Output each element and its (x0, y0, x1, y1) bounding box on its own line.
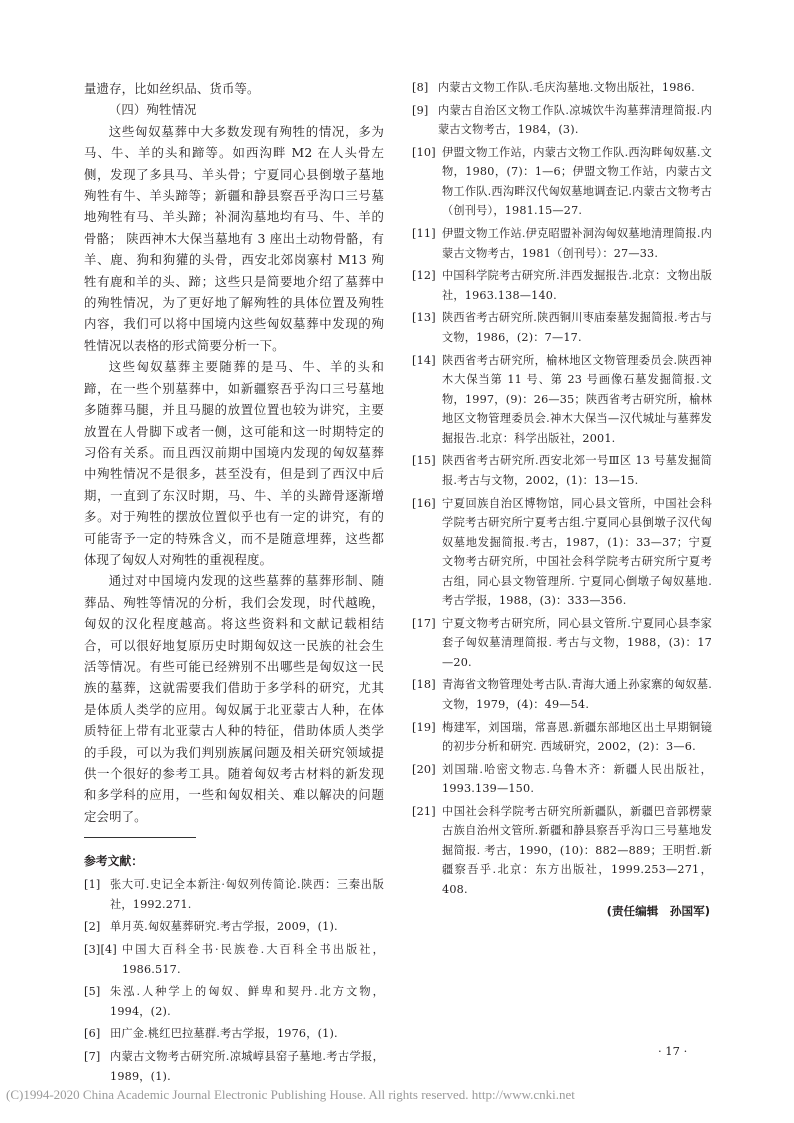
reference-item: [21] 中国社会科学院考古研究所新疆队，新疆巴音郭楞蒙古族自治州文管所.新疆和静县察吾乎沟口三号墓地发掘简报. 考古，1990，(10)：882—889；王明哲.新疆察吾乎.北京：东方出版社，1999.253—271，408. (412, 804, 712, 896)
references-heading: 参考文献： (84, 854, 143, 869)
body-paragraph: 通过对中国境内发现的这些墓葬的墓葬形制、随葬品、殉牲等情况的分析，我们会发现，时代越晚，匈奴的汉化程度越高。将这些资料和文献记载相结合，可以很好地复原历史时期匈奴这一民族的社会生活等情况。有些可能已经辨别不出哪些是匈奴这一民族的墓葬，这就需要我们借助于多学科的研究，尤其是体质人类学的应用。匈奴属于北亚蒙古人种，在体质特征上带有北亚蒙古人种的特征，借助体质人类学的手段，可以为我们判别族属问题及相关研究领域提供一个很好的参考工具。随着匈奴考古材料的新发现和多学科的应用，一些和匈奴相关、难以解决的问题定会明了。 (84, 573, 384, 824)
reference-item: [9] 内蒙古自治区文物工作队.凉城饮牛沟墓葬清理简报.内蒙古文物考古，1984，(3). (412, 103, 712, 137)
reference-item: [19] 梅建军，刘国瑞，常喜恩.新疆东部地区出土早期铜镜的初步分析和研究. 西域研究，2002，(2)：3—6. (412, 720, 712, 754)
body-paragraph: 这些匈奴墓葬主要随葬的是马、牛、羊的头和蹄，在一些个别墓葬中，如新疆察吾乎沟口三号墓地多随葬马腿，并且马腿的放置位置也较为讲究，主要放置在人骨脚下或者一侧，这可能和这一时期特定的习俗有关系。而且西汉前期中国境内发现的匈奴墓葬中殉牲情况不是很多，甚至没有，但是到了西汉中后期，一直到了东汉时期，马、牛、羊的头蹄骨逐渐增多。对于殉牲的摆放位置似乎也有一定的讲究，有的可能寄予一定的特殊含义，而不是随意埋葬，这些都体现了匈奴人对殉牲的重视程度。 (84, 359, 384, 567)
reference-item: [18] 青海省文物管理处考古队.青海大通上孙家寨的匈奴墓.文物，1979，(4)：49—54. (412, 678, 712, 711)
reference-item: [8] 内蒙古文物工作队.毛庆沟墓地.文物出版社，1986. (412, 81, 695, 94)
right-column (412, 78, 712, 919)
responsible-editor: (责任编辑 孙国军) (606, 904, 710, 919)
reference-item: [20] 刘国瑞.哈密文物志.乌鲁木齐：新疆人民出版社，1993.139—150. (412, 762, 712, 796)
reference-item: [1] 张大可.史记全本新注·匈奴列传简论.陕西：三秦出版社，1992.271. (84, 878, 384, 911)
reference-item: [14] 陕西省考古研究所，榆林地区文物管理委员会.陕西神木大保当第 11 号、第 23 号画像石墓发掘简报.文物，1997，(9)：26—35；陕西省考古研究所，榆林地区文物管理委员会.神木大保当—汉代城址与墓葬发掘报告.北京：科学出版社，2001. (412, 353, 712, 445)
reference-item: [5] 朱泓.人种学上的匈奴、鲜卑和契丹.北方文物，1994，(2). (84, 985, 384, 1018)
reference-item: [10] 伊盟文物工作站，内蒙古文物工作队.西沟畔匈奴墓.文物，1980，(7)：1—6；伊盟文物工作站，内蒙古文物工作队.西沟畔汉代匈奴墓地调查记.内蒙古文物考古（创刊号），1981.15—27. (412, 145, 712, 218)
body-paragraph: 量遗存，比如丝织品、货币等。 (84, 81, 260, 96)
reference-item: [13] 陕西省考古研究所.陕西铜川枣庙秦墓发掘简报.考古与文物，1986，(2)：7—17. (412, 311, 712, 344)
reference-item: [11] 伊盟文物工作站.伊克昭盟补洞沟匈奴墓地清理简报.内蒙古文物考古，1981（创刊号）：27—33. (412, 227, 712, 260)
reference-item: [2] 单月英.匈奴墓葬研究.考古学报，2009，(1). (84, 920, 338, 934)
reference-item: [12] 中国科学院考古研究所.沣西发掘报告.北京：文物出版社，1963.138—140. (412, 269, 712, 302)
page-number: · 17 · (658, 1044, 688, 1058)
references-list-right (412, 78, 712, 899)
references-list-left (84, 875, 384, 1086)
references-divider (84, 837, 196, 838)
reference-item: [17] 宁夏文物考古研究所，同心县文管所.宁夏同心县李家套子匈奴墓清理简报. 考古与文物，1988，(3)：17—20. (412, 616, 712, 669)
body-paragraph: 这些匈奴墓葬中大多数发现有殉牲的情况，多为马、牛、羊的头和蹄等。如西沟畔 M2 在人头骨左侧，发现了多具马、羊头骨；宁夏同心县倒墩子墓地殉牲有牛、羊头蹄等；新疆和静县察吾乎沟口三号墓地殉牲有马、羊头蹄；补洞沟墓地均有马、牛、羊的骨骼； 陕西神木大保当墓地有 3 座出土动物骨骼，有羊、鹿、狗和狗獾的头骨，西安北郊岗寨村 M13 殉牲有鹿和羊的头、蹄；这些只是简要地介绍了墓葬中的殉牲情况，为了更好地了解殉牲的具体位置及殉牲内容，我们可以将中国境内这些匈奴墓葬中发现的殉牲情况以表格的形式简要分析一下。 (84, 123, 384, 353)
reference-item: [16] 宁夏回族自治区博物馆，同心县文管所，中国社会科学院考古研究所宁夏考古组.宁夏同心县倒墩子汉代匈奴墓地发掘简报.考古，1987，(1)：33—37；宁夏文物考古研究所，中国社会科学院考古研究所宁夏考古组，同心县文物管理所. 宁夏同心倒墩子匈奴墓地. 考古学报，1988，(3)：333—356. (412, 496, 712, 607)
copyright-footer: (C)1994-2020 China Academic Journal Electronic Publishing House. All rights reserved. http://www.cnki.net (6, 1087, 575, 1102)
reference-item: [3][4] 中国大百科全书·民族卷.大百科全书出版社，1986.517. (84, 943, 384, 976)
reference-item: [6] 田广金.桃红巴拉墓群.考古学报，1976，(1). (84, 1027, 338, 1041)
left-column (84, 78, 384, 1089)
reference-item: [15] 陕西省考古研究所.西安北郊一号Ⅲ区 13 号墓发掘简报.考古与文物，2002，(1)：13—15. (412, 454, 712, 487)
section-subheading: （四）殉牲情况 (108, 102, 197, 118)
reference-item: [7] 内蒙古文物考古研究所.凉城崞县窑子墓地.考古学报，1989，(1). (84, 1050, 384, 1083)
